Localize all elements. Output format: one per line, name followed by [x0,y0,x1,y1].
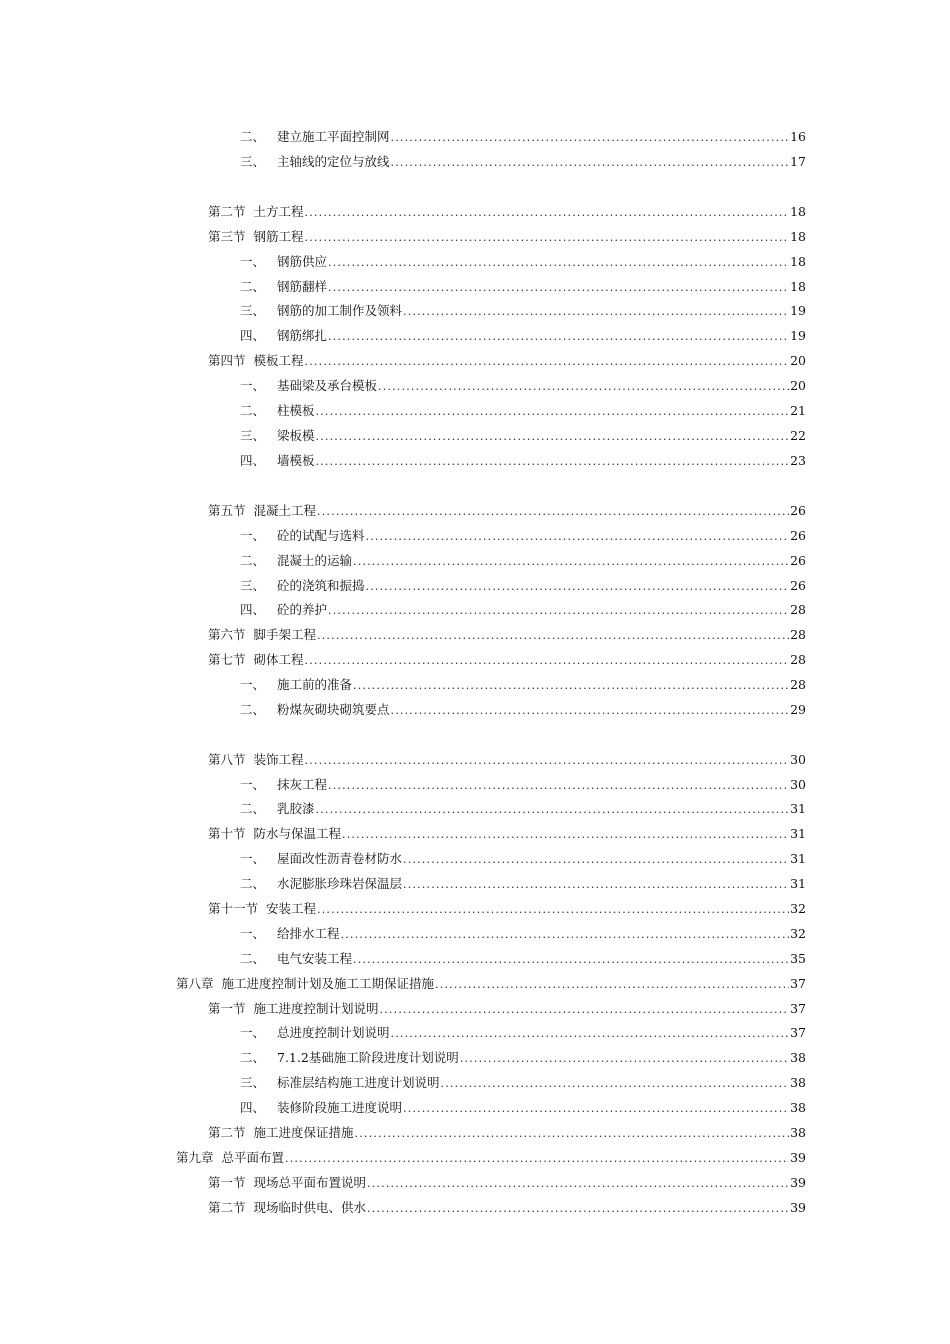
toc-entry-page: 16 [790,129,806,144]
toc-entry-page: 39 [790,1200,806,1215]
toc-entry[interactable] [176,975,806,993]
toc-entry-number: 二、 [240,279,266,294]
toc-entry-number: 二、 [240,1050,266,1065]
dot-leader [403,303,789,321]
toc-entry[interactable] [208,502,806,520]
dot-leader [328,279,789,297]
toc-entry-title: 模板工程 [253,353,304,368]
dot-leader [367,1175,789,1193]
toc-entry[interactable] [240,253,806,271]
toc-entry-page: 28 [790,652,806,667]
toc-entry[interactable] [240,577,806,595]
toc-entry[interactable] [240,925,806,943]
dot-leader [317,901,789,919]
toc-entry-number: 三、 [240,1075,266,1090]
toc-entry-page: 22 [790,428,806,443]
toc-entry-page: 37 [790,1025,806,1040]
toc-entry-title: 钢筋的加工制作及领料 [277,303,403,318]
toc-entry-page: 38 [790,1125,806,1140]
dot-leader [353,677,789,695]
toc-entry-page: 38 [790,1100,806,1115]
toc-entry[interactable] [240,875,806,893]
toc-entry[interactable] [240,950,806,968]
dot-leader [403,851,789,869]
toc-entry[interactable] [240,452,806,470]
toc-entry-page: 35 [790,951,806,966]
toc-entry-number: 第九章 [176,1150,214,1165]
toc-entry-page: 31 [790,851,806,866]
toc-entry[interactable] [240,776,806,794]
toc-entry-number: 二、 [240,129,266,144]
toc-entry-page: 39 [790,1150,806,1165]
toc-entry-title: 钢筋工程 [253,229,304,244]
dot-leader [403,1100,789,1118]
toc-entry-number: 第七节 [208,652,246,667]
toc-entry-title: 水泥膨胀珍珠岩保温层 [277,876,403,891]
toc-entry-title: 抹灰工程 [277,777,328,792]
toc-entry[interactable] [240,601,806,619]
toc-entry-number: 第十节 [208,826,246,841]
toc-entry-number: 一、 [240,1025,266,1040]
toc-entry-page: 28 [790,627,806,642]
toc-entry-page: 38 [790,1075,806,1090]
toc-entry-number: 三、 [240,154,266,169]
toc-entry[interactable] [240,676,806,694]
toc-entry-number: 第二节 [208,1125,246,1140]
toc-entry-number: 第五节 [208,503,246,518]
toc-entry-number: 第十一节 [208,901,259,916]
toc-entry[interactable] [240,153,806,171]
toc-entry-number: 第一节 [208,1175,246,1190]
toc-entry-number: 三、 [240,303,266,318]
dot-leader [435,976,789,994]
dot-leader [366,528,790,546]
toc-entry-number: 第八章 [176,976,214,991]
dot-leader [353,553,789,571]
dot-leader [378,378,789,396]
dot-leader [328,254,789,272]
dot-leader [391,154,790,172]
toc-entry-page: 18 [790,254,806,269]
toc-entry-title: 梁板模 [277,428,315,443]
toc-entry-number: 二、 [240,801,266,816]
dot-leader [441,1075,790,1093]
toc-entry-title: 混凝土工程 [253,503,317,518]
toc-entry-title: 混凝土的运输 [277,553,353,568]
toc-entry-title: 施工进度保证措施 [253,1125,354,1140]
toc-entry[interactable] [208,900,806,918]
toc-entry-title: 施工前的准备 [277,677,353,692]
toc-entry[interactable] [240,1099,806,1117]
toc-entry-number: 一、 [240,254,266,269]
toc-entry-number: 二、 [240,702,266,717]
toc-entry-title: 标准层结构施工进度计划说明 [277,1075,440,1090]
toc-entry-page: 26 [790,503,806,518]
toc-entry-title: 总平面布置 [221,1150,285,1165]
toc-entry[interactable] [208,1174,806,1192]
toc-entry-number: 四、 [240,453,266,468]
dot-leader [460,1050,789,1068]
toc-entry[interactable] [240,278,806,296]
toc-entry-title: 7.1.2基础施工阶段进度计划说明 [277,1050,459,1065]
toc-entry-page: 30 [790,752,806,767]
toc-entry-number: 第一节 [208,1001,246,1016]
toc-entry[interactable] [240,527,806,545]
toc-entry-page: 32 [790,901,806,916]
toc-entry[interactable] [240,128,806,146]
toc-entry-title: 脚手架工程 [253,627,317,642]
toc-entry-title: 粉煤灰砌块砌筑要点 [277,702,390,717]
dot-leader [305,353,790,371]
toc-entry-page: 20 [790,378,806,393]
dot-leader [328,777,789,795]
toc-entry-page: 18 [790,279,806,294]
toc-entry-number: 二、 [240,951,266,966]
dot-leader [305,229,790,247]
toc-entry-page: 28 [790,677,806,692]
toc-entry-title: 钢筋绑扎 [277,328,328,343]
toc-entry-number: 二、 [240,876,266,891]
toc-entry-title: 柱模板 [277,403,315,418]
toc-entry-title: 乳胶漆 [277,801,315,816]
toc-entry[interactable] [208,751,806,769]
toc-entry-page: 32 [790,926,806,941]
dot-leader [328,602,789,620]
toc-entry-number: 第八节 [208,752,246,767]
toc-entry-title: 钢筋翻样 [277,279,328,294]
dot-leader [305,752,790,770]
dot-leader [391,1025,790,1043]
dot-leader [366,578,790,596]
toc-entry[interactable] [240,1049,806,1067]
toc-entry[interactable] [208,352,806,370]
toc-entry-number: 一、 [240,926,266,941]
toc-entry-page: 20 [790,353,806,368]
toc-entry-page: 19 [790,303,806,318]
toc-entry-title: 屋面改性沥青卷材防水 [277,851,403,866]
toc-entry[interactable] [240,701,806,719]
toc-entry-page: 17 [790,154,806,169]
toc-entry-number: 一、 [240,851,266,866]
toc-entry-title: 现场总平面布置说明 [253,1175,367,1190]
dot-leader [328,328,789,346]
toc-entry-number: 第三节 [208,229,246,244]
toc-entry[interactable] [240,800,806,818]
dot-leader [367,1200,789,1218]
toc-entry-page: 18 [790,204,806,219]
toc-entry[interactable] [240,427,806,445]
dot-leader [380,1001,790,1019]
toc-entry[interactable] [208,1124,806,1142]
toc-entry-page: 30 [790,777,806,792]
dot-leader [316,801,790,819]
toc-entry-number: 三、 [240,578,266,593]
toc-entry-page: 21 [790,403,806,418]
dot-leader [316,453,790,471]
toc-entry-page: 26 [790,553,806,568]
dot-leader [305,652,790,670]
dot-leader [285,1150,789,1168]
toc-entry-title: 土方工程 [253,204,304,219]
toc-entry-page: 31 [790,876,806,891]
dot-leader [316,403,790,421]
dot-leader [317,503,789,521]
toc-entry[interactable] [240,1024,806,1042]
toc-entry-page: 26 [790,578,806,593]
toc-entry-number: 一、 [240,378,266,393]
toc-entry-title: 砼的养护 [277,602,328,617]
toc-entry[interactable] [240,552,806,570]
toc-entry-title: 墙模板 [277,453,315,468]
toc-entry-page: 31 [790,826,806,841]
dot-leader [316,428,790,446]
toc-entry-title: 总进度控制计划说明 [277,1025,390,1040]
toc-entry-title: 给排水工程 [277,926,340,941]
toc-entry-number: 一、 [240,677,266,692]
toc-entry[interactable] [240,377,806,395]
toc-entry-number: 四、 [240,602,266,617]
dot-leader [353,951,789,969]
toc-entry-page: 31 [790,801,806,816]
toc-entry-title: 钢筋供应 [277,254,328,269]
toc-entry-page: 37 [790,1001,806,1016]
toc-entry-page: 39 [790,1175,806,1190]
dot-leader [305,204,790,222]
toc-entry-title: 现场临时供电、供水 [253,1200,367,1215]
toc-entry-page: 38 [790,1050,806,1065]
toc-entry-number: 二、 [240,403,266,418]
toc-entry[interactable] [208,825,806,843]
toc-entry-number: 四、 [240,328,266,343]
toc-entry[interactable] [208,626,806,644]
toc-entry-page: 29 [790,702,806,717]
toc-entry-page: 19 [790,328,806,343]
dot-leader [391,129,790,147]
toc-entry-title: 电气安装工程 [277,951,353,966]
toc-entry-title: 主轴线的定位与放线 [277,154,390,169]
toc-entry-title: 防水与保温工程 [253,826,342,841]
toc-entry-number: 第四节 [208,353,246,368]
toc-entry-title: 施工进度控制计划说明 [253,1001,379,1016]
dot-leader [341,926,790,944]
toc-entry[interactable] [208,228,806,246]
toc-entry[interactable] [208,1199,806,1217]
toc-entry[interactable] [176,1149,806,1167]
toc-entry-number: 第二节 [208,1200,246,1215]
toc-entry-page: 26 [790,528,806,543]
toc-entry[interactable] [240,302,806,320]
toc-entry-page: 18 [790,229,806,244]
toc-entry-number: 第六节 [208,627,246,642]
toc-entry-title: 砼的浇筑和振捣 [277,578,365,593]
dot-leader [355,1125,790,1143]
toc-entry[interactable] [240,850,806,868]
toc-entry-title: 砌体工程 [253,652,304,667]
toc-entry[interactable] [240,327,806,345]
toc-entry[interactable] [240,1074,806,1092]
toc-entry[interactable] [208,203,806,221]
toc-entry-number: 三、 [240,428,266,443]
toc-entry-title: 装修阶段施工进度说明 [277,1100,403,1115]
dot-leader [391,702,790,720]
toc-entry-page: 23 [790,453,806,468]
toc-entry-number: 第二节 [208,204,246,219]
toc-entry[interactable] [208,651,806,669]
toc-entry-page: 28 [790,602,806,617]
toc-entry[interactable] [208,1000,806,1018]
toc-entry-title: 安装工程 [266,901,317,916]
toc-entry-page: 37 [790,976,806,991]
toc-entry-number: 二、 [240,553,266,568]
toc-entry-title: 砼的试配与选料 [277,528,365,543]
dot-leader [317,627,789,645]
toc-entry-title: 建立施工平面控制网 [277,129,390,144]
toc-entry-number: 四、 [240,1100,266,1115]
toc-entry-number: 一、 [240,528,266,543]
toc-entry-number: 一、 [240,777,266,792]
toc-entry-title: 装饰工程 [253,752,304,767]
toc-entry[interactable] [240,402,806,420]
dot-leader [403,876,789,894]
dot-leader [342,826,789,844]
toc-entry-title: 施工进度控制计划及施工工期保证措施 [221,976,435,991]
toc-entry-title: 基础梁及承台模板 [277,378,378,393]
